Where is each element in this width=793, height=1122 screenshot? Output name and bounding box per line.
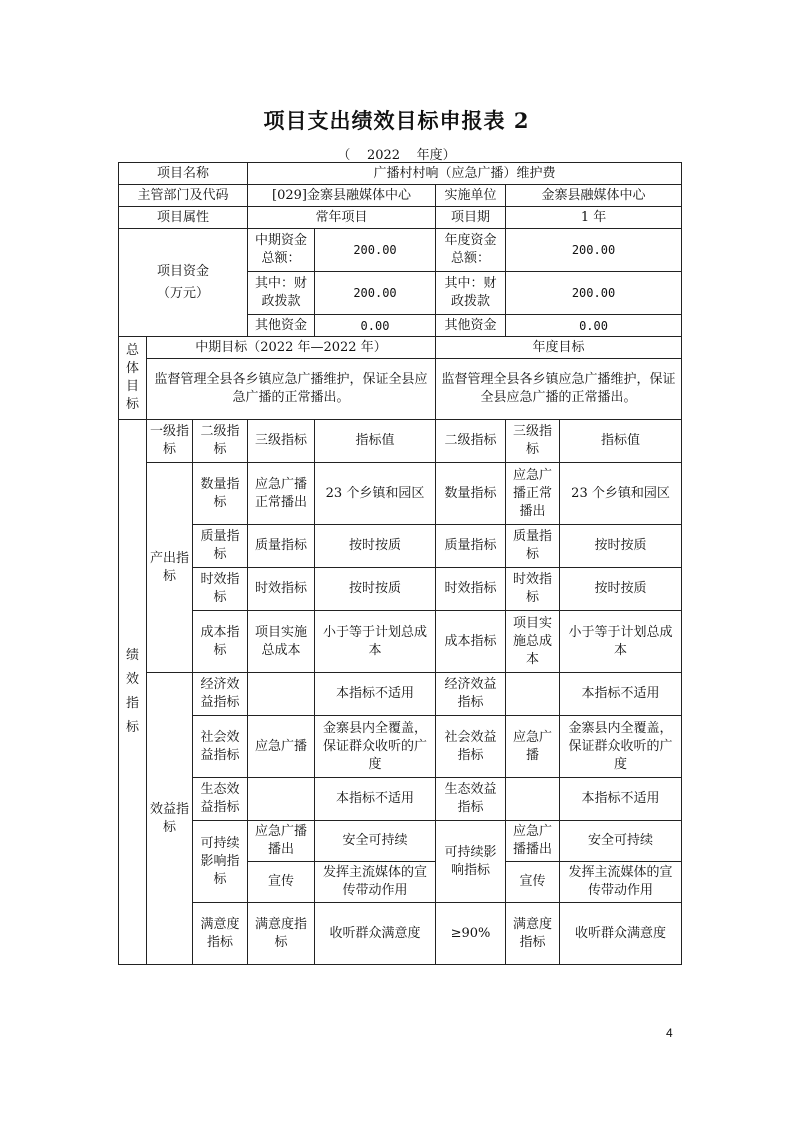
year-lvl2-header: 二级指标 — [436, 420, 506, 463]
year-other-label: 其他资金 — [436, 315, 506, 337]
period-value: 1 年 — [506, 207, 682, 229]
table-row-l2: 质量指标 — [193, 525, 248, 568]
mid-other-label: 其他资金 — [248, 315, 315, 337]
dept-value: [029]金寨县融媒体中心 — [248, 185, 436, 207]
mid-goal-header: 中期目标（2022 年—2022 年） — [147, 337, 436, 359]
perf-indicator-label: 绩效指标 — [119, 420, 147, 965]
table-row-l3: 项目实施总成本 — [248, 611, 315, 673]
table-row-year-l2: 时效指标 — [436, 568, 506, 611]
table-row-l2: 可持续影响指标 — [193, 821, 248, 903]
table-row-year-value: 安全可持续 — [560, 821, 682, 862]
table-row-l2: 经济效益指标 — [193, 673, 248, 716]
table-row-l3: 质量指标 — [248, 525, 315, 568]
table-row-value: 按时按质 — [315, 525, 436, 568]
table-row-year-value: 小于等于计划总成本 — [560, 611, 682, 673]
attribute-value: 常年项目 — [248, 207, 436, 229]
mid-total-value: 200.00 — [315, 229, 436, 272]
table-row-l2: 满意度指标 — [248, 903, 315, 965]
table-row-value: 23 个乡镇和园区 — [315, 463, 436, 525]
table-row-value: 发挥主流媒体的宣传带动作用 — [315, 862, 436, 903]
table-row-l3 — [248, 673, 315, 716]
value-header: 指标值 — [315, 420, 436, 463]
table-row-year-l2: 数量指标 — [436, 463, 506, 525]
benefit-indicator-label: 效益指标 — [147, 673, 193, 965]
table-row-year-l2: 生态效益指标 — [436, 778, 506, 821]
table-row-year-value: 23 个乡镇和园区 — [560, 463, 682, 525]
page-number: 4 — [666, 1026, 673, 1040]
table-row-year-l3: 宣传 — [506, 862, 560, 903]
dept-label: 主管部门及代码 — [119, 185, 248, 207]
year-fiscal-label: 其中：财政拨款 — [436, 272, 506, 315]
table-row-value: 金寨县内全覆盖，保证群众收听的广度 — [315, 716, 436, 778]
mid-fiscal-value: 200.00 — [315, 272, 436, 315]
table-row-l3: 应急广播正常播出 — [248, 463, 315, 525]
mid-other-value: 0.00 — [315, 315, 436, 337]
table-row-year-l2: 质量指标 — [436, 525, 506, 568]
table-row-year-l2: 满意度指标 — [506, 903, 560, 965]
mid-total-label: 中期资金总额： — [248, 229, 315, 272]
satisfaction-indicator-label: 满意度指标 — [193, 903, 248, 965]
table-row-year-l3: 项目实施总成本 — [506, 611, 560, 673]
year-goal-header: 年度目标 — [436, 337, 682, 359]
table-row-l3: 时效指标 — [248, 568, 315, 611]
table-row-value: ≥90% — [436, 903, 506, 965]
table-row-year-value: 发挥主流媒体的宣传带动作用 — [560, 862, 682, 903]
table-row-l2: 社会效益指标 — [193, 716, 248, 778]
table-row-value: 按时按质 — [315, 568, 436, 611]
table-row-year-value: 按时按质 — [560, 525, 682, 568]
table-row-l3: 应急广播 — [248, 716, 315, 778]
table-row-year-value: 按时按质 — [560, 568, 682, 611]
table-row-l3: 应急广播播出 — [248, 821, 315, 862]
table-row-value: 本指标不适用 — [315, 778, 436, 821]
table-row-year-value: 本指标不适用 — [560, 778, 682, 821]
table-row-year-l3: 时效指标 — [506, 568, 560, 611]
lvl2-header: 二级指标 — [193, 420, 248, 463]
table-row-year-l3 — [506, 673, 560, 716]
year-fiscal-value: 200.00 — [506, 272, 682, 315]
output-indicator-label: 产出指标 — [147, 463, 193, 673]
year-other-value: 0.00 — [506, 315, 682, 337]
table-row-value: 小于等于计划总成本 — [315, 611, 436, 673]
year-total-value: 200.00 — [506, 229, 682, 272]
table-row-value: 本指标不适用 — [315, 673, 436, 716]
table-row-year-l3: 收听群众满意度 — [560, 903, 682, 965]
project-name-label: 项目名称 — [119, 163, 248, 185]
lvl3-header: 三级指标 — [248, 420, 315, 463]
table-row-l2: 数量指标 — [193, 463, 248, 525]
impl-unit-label: 实施单位 — [436, 185, 506, 207]
table-row-l3: 宣传 — [248, 862, 315, 903]
year-value-header: 指标值 — [560, 420, 682, 463]
impl-unit-value: 金寨县融媒体中心 — [506, 185, 682, 207]
table-row-year-l2: 可持续影响指标 — [436, 821, 506, 903]
table-row-l3 — [248, 778, 315, 821]
overall-goal-label: 总体目标 — [119, 337, 147, 420]
table-row-value: 安全可持续 — [315, 821, 436, 862]
page-title: 项目支出绩效目标申报表 2 — [263, 108, 530, 133]
table-row-l2: 时效指标 — [193, 568, 248, 611]
mid-goal-text: 监督管理全县各乡镇应急广播维护，保证全县应急广播的正常播出。 — [147, 359, 436, 420]
year-subtitle: （ 2022 年度） — [337, 148, 456, 163]
funds-label: 项目资金 （万元） — [119, 229, 248, 337]
period-label: 项目期 — [436, 207, 506, 229]
year-lvl3-header: 三级指标 — [506, 420, 560, 463]
table-row-year-l2: 成本指标 — [436, 611, 506, 673]
table-row-l2: 生态效益指标 — [193, 778, 248, 821]
table-row-year-l3 — [506, 778, 560, 821]
table-row-year-l2: 社会效益指标 — [436, 716, 506, 778]
project-name-value: 广播村村响（应急广播）维护费 — [248, 163, 682, 185]
mid-fiscal-label: 其中：财政拨款 — [248, 272, 315, 315]
table-row-year-value: 金寨县内全覆盖，保证群众收听的广度 — [560, 716, 682, 778]
year-total-label: 年度资金总额： — [436, 229, 506, 272]
table-row-year-value: 本指标不适用 — [560, 673, 682, 716]
table-row-year-l2: 经济效益指标 — [436, 673, 506, 716]
year-goal-text: 监督管理全县各乡镇应急广播维护，保证全县应急广播的正常播出。 — [436, 359, 682, 420]
table-row-l3: 收听群众满意度 — [315, 903, 436, 965]
attribute-label: 项目属性 — [119, 207, 248, 229]
performance-target-table — [118, 162, 682, 965]
lvl1-header: 一级指标 — [147, 420, 193, 463]
table-row-year-l3: 应急广播正常播出 — [506, 463, 560, 525]
table-row-year-l3: 质量指标 — [506, 525, 560, 568]
table-row-l2: 成本指标 — [193, 611, 248, 673]
table-row-year-l3: 应急广播 — [506, 716, 560, 778]
table-row-year-l3: 应急广播播出 — [506, 821, 560, 862]
